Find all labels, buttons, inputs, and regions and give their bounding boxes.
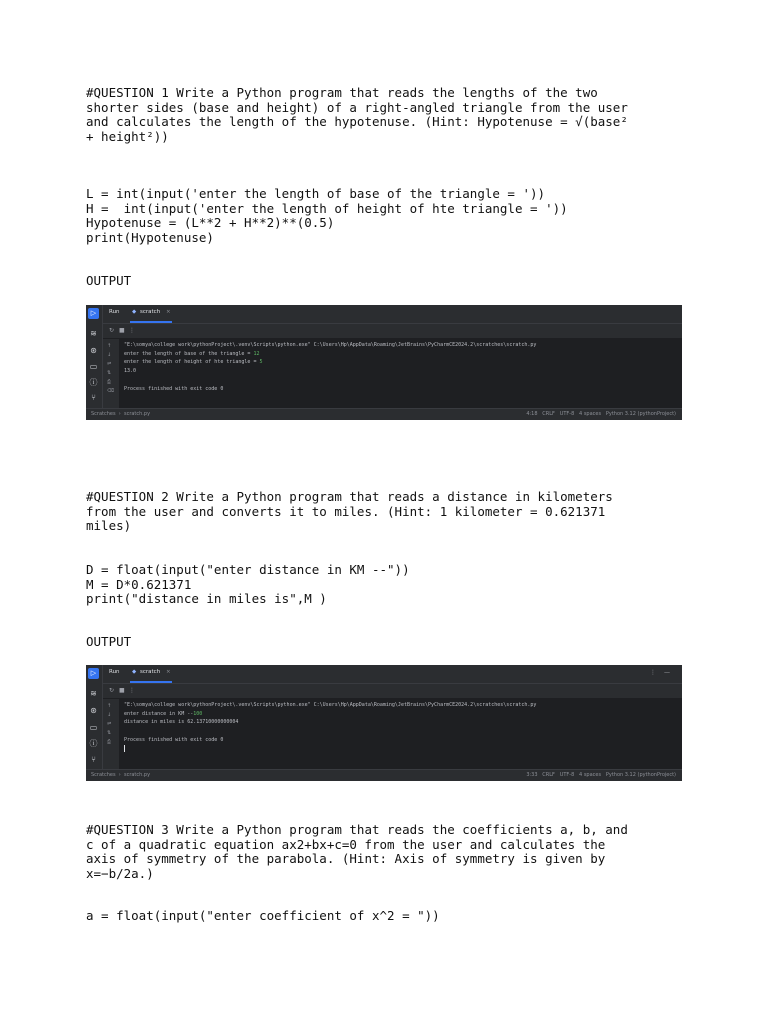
console-input-distance: 100 (193, 710, 203, 717)
trash-icon[interactable]: ⌫ (107, 388, 115, 394)
run-tab[interactable]: Run (109, 669, 120, 675)
up-icon[interactable]: ↑ (107, 343, 112, 349)
python-file-icon: ◆ (132, 669, 137, 675)
question-1-code: L = int(input('enter the length of base of the triangle = ')) H = int(input('enter the length of height of hte triangle = ')) Hypotenuse = (L**2 + H**2)**(0.5) print(Hypotenuse) (86, 186, 568, 245)
python-file-icon: ◆ (132, 309, 137, 315)
run-toolbar (86, 324, 682, 338)
console-command-line: "E:\somya\college work\pythonProject\.venv\Scripts\python.exe" C:\Users\Hp\AppData\Roaming\JetBrains\PyCharmCE2024.2\scratches\scratch.py (124, 342, 537, 348)
sort-icon[interactable]: ⇅ (107, 370, 112, 376)
tool-window-rail (86, 305, 103, 420)
print-icon[interactable]: ⎙ (107, 379, 112, 385)
wrap-icon[interactable]: ⇌ (107, 361, 112, 367)
status-info[interactable]: 4:18 CRLF UTF-8 4 spaces Python 3.12 (pythonProject) (526, 411, 676, 417)
python-packages-icon[interactable]: ⊛ (90, 346, 97, 355)
console-input-height: 5 (259, 359, 263, 366)
console-output (124, 701, 678, 753)
console-prompt-distance: enter distance in KM -- (124, 710, 194, 717)
git-icon[interactable]: ⑂ (91, 755, 96, 764)
more-icon[interactable]: ⋮ (129, 687, 135, 694)
status-breadcrumb[interactable]: Scratches › scratch.py (91, 772, 151, 778)
question-2-code: D = float(input("enter distance in KM --")) M = D*0.621371 print("distance in miles is",M ) (86, 562, 410, 607)
down-icon[interactable]: ↓ (107, 712, 112, 718)
ide-tab-bar (86, 665, 682, 684)
tool-window-rail (86, 665, 103, 781)
console-output (124, 341, 678, 393)
ide-screenshot-1 (86, 305, 682, 420)
options-icon[interactable]: ⋮ (650, 669, 656, 676)
problems-icon[interactable]: ⓘ (89, 378, 98, 387)
more-icon[interactable]: ⋮ (129, 327, 135, 334)
layers-icon[interactable]: ≋ (90, 329, 97, 338)
up-icon[interactable]: ↑ (107, 703, 112, 709)
scratch-tab[interactable]: scratch (140, 309, 161, 315)
down-icon[interactable]: ↓ (107, 352, 112, 358)
ide-status-bar (86, 769, 682, 781)
active-tab-indicator (130, 681, 172, 683)
question-3-text: #QUESTION 3 Write a Python program that reads the coefficients a, b, and c of a quadratic equation ax2+bx+c=0 from the user and calculates the axis of symmetry of the parabola. (Hint: Axis of symmetry is given by x=−b/2a.) (86, 822, 628, 881)
scratch-tab[interactable]: scratch (140, 669, 161, 675)
console-command-line: "E:\somya\college work\pythonProject\.venv\Scripts\python.exe" C:\Users\Hp\AppData\Roaming\JetBrains\PyCharmCE2024.2\scratches\scratch.py (124, 702, 537, 708)
console-gutter (103, 699, 119, 770)
question-1-text: #QUESTION 1 Write a Python program that reads the lengths of the two shorter sides (base and height) of a right-angled triangle from the user and calculates the length of the hypotenuse. (Hint: Hypotenuse = √(base² + height²)) (86, 85, 628, 144)
terminal-icon[interactable]: ▭ (89, 723, 98, 732)
console-input-base: 12 (253, 350, 260, 357)
terminal-icon[interactable]: ▭ (89, 362, 98, 371)
console-gutter (103, 339, 119, 409)
text-caret (124, 745, 125, 752)
output-label-1: OUTPUT (86, 273, 132, 288)
print-icon[interactable]: ⎙ (107, 739, 112, 745)
console-exit-message: Process finished with exit code 0 (124, 736, 224, 743)
rerun-icon[interactable]: ↻ (109, 687, 115, 694)
run-icon[interactable]: ▷ (88, 308, 99, 319)
ide-screenshot-2 (86, 665, 682, 781)
git-icon[interactable]: ⑂ (91, 393, 96, 402)
ide-status-bar (86, 408, 682, 420)
output-label-2: OUTPUT (86, 634, 132, 649)
question-2-text: #QUESTION 2 Write a Python program that reads a distance in kilometers from the user and converts it to miles. (Hint: 1 kilometer = 0.621371 miles) (86, 489, 613, 534)
console-prompt-base: enter the length of base of the triangle = (124, 350, 254, 357)
run-toolbar (86, 684, 682, 698)
stop-icon[interactable]: ■ (119, 687, 125, 694)
ide-tab-bar (86, 305, 682, 324)
status-info[interactable]: 3:33 CRLF UTF-8 4 spaces Python 3.12 (pythonProject) (526, 772, 676, 778)
python-packages-icon[interactable]: ⊛ (90, 706, 97, 715)
close-tab-icon[interactable]: × (166, 309, 171, 315)
console-exit-message: Process finished with exit code 0 (124, 385, 224, 392)
run-tab[interactable]: Run (109, 309, 120, 315)
wrap-icon[interactable]: ⇌ (107, 721, 112, 727)
question-3-code: a = float(input("enter coefficient of x^2 = ")) (86, 908, 440, 923)
minimize-icon[interactable]: — (664, 669, 670, 676)
console-result: 13.0 (124, 368, 137, 375)
close-tab-icon[interactable]: × (166, 669, 171, 675)
stop-icon[interactable]: ■ (119, 327, 125, 334)
status-breadcrumb[interactable]: Scratches › scratch.py (91, 411, 151, 417)
layers-icon[interactable]: ≋ (90, 689, 97, 698)
rerun-icon[interactable]: ↻ (109, 327, 115, 334)
active-tab-indicator (130, 321, 172, 323)
sort-icon[interactable]: ⇅ (107, 730, 112, 736)
problems-icon[interactable]: ⓘ (89, 739, 98, 748)
console-result: distance in miles is 62.13710000000004 (124, 719, 239, 726)
console-prompt-height: enter the length of height of hte triangle = (124, 359, 260, 366)
run-icon[interactable]: ▷ (88, 668, 99, 679)
